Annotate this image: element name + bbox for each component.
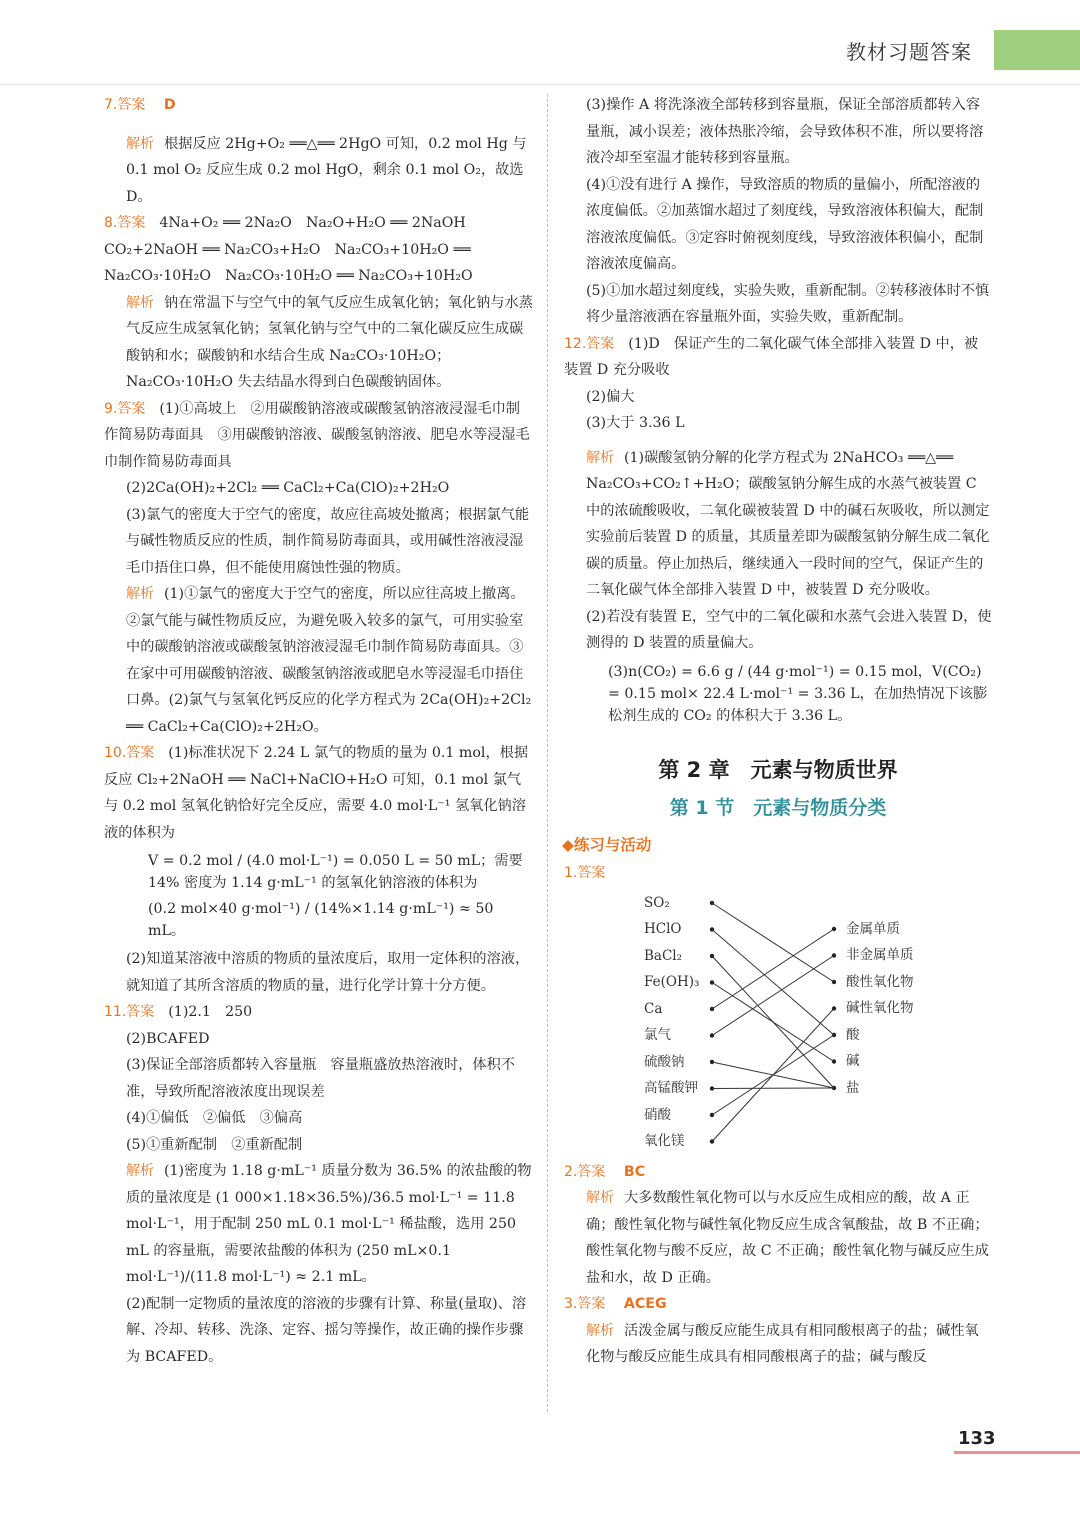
- page-number-underline: [954, 1451, 1080, 1454]
- q10-part2: (2)知道某溶液中溶质的物质的量浓度后，取用一定体积的溶液，就知道了其所含溶质的物质的量，进行化学计算十分方便。: [126, 951, 530, 994]
- q11-part2: (2)BCAFED: [126, 1030, 210, 1047]
- column-divider: [547, 94, 548, 1412]
- practice-q3-answer: 3.答案 ACEG: [564, 1296, 667, 1312]
- q11-explanation-4: (4)①没有进行 A 操作，导致溶质的物质的量偏小，所配溶液的浓度偏低。②加蒸馏水超过了刻度线，导致溶液体积偏大，配制溶液浓度偏低。③定容时俯视刻度线，导致溶液体积偏小，配制溶液浓度偏高。: [586, 176, 984, 272]
- q10-formula-2: (0.2 mol×40 g·mol⁻¹) / (14%×1.14 g·mL⁻¹) ≈ 50 mL。: [148, 901, 494, 939]
- chapter-title: 第 2 章 元素与物质世界: [658, 757, 898, 782]
- match-line: [712, 929, 834, 1035]
- match-right-item: 盐: [846, 1079, 860, 1096]
- q7-answer: 7.答案 D: [104, 97, 176, 113]
- match-right-item: 金属单质: [846, 920, 900, 937]
- match-right-item: 非金属单质: [846, 947, 914, 963]
- q12-answer: 12.答案 (1)D 保证产生的二氧化碳气体全部排入装置 D 中，被装置 D 充分吸收: [564, 335, 979, 378]
- practice-q3-explanation: 解析 活泼金属与酸反应能生成具有相同酸根离子的盐；碱性氧化物与酸反应能生成具有相同酸根离子的盐；碱与酸反: [586, 1322, 979, 1365]
- q11-explanation-3: (3)操作 A 将洗涤液全部转移到容量瓶，保证全部溶质都转入容量瓶，减小误差；液体热胀冷缩，会导致体积不准，所以要将溶液冷却至室温才能转移到容量瓶。: [586, 97, 984, 166]
- practice-q2-answer: 2.答案 BC: [564, 1163, 646, 1180]
- q7-explanation: 解析 根据反应 2Hg+O₂ ══△══ 2HgO 可知，0.2 mol Hg 与 0.1 mol O₂ 反应生成 0.2 mol HgO，剩余 0.1 mol O₂，故选 D。: [126, 135, 527, 205]
- header-title: 教材习题答案: [846, 40, 972, 64]
- page-number: 133: [958, 1428, 996, 1449]
- header-tab-marker: [994, 30, 1080, 70]
- q11-part3: (3)保证全部溶质都转入容量瓶 容量瓶盛放热溶液时，体积不准，导致所配溶液浓度出现误差: [126, 1057, 515, 1100]
- section-title: 第 1 节 元素与物质分类: [669, 797, 887, 819]
- match-line: [712, 1088, 834, 1089]
- match-left-item: 氯气: [644, 1027, 671, 1043]
- match-left-item: HClO: [644, 921, 682, 937]
- q8-answer: 8.答案 4Na+O₂ ══ 2Na₂O Na₂O+H₂O ══ 2NaOH CO₂+2NaOH ══ Na₂CO₃+H₂O Na₂CO₃+10H₂O ══ Na₂CO₃·10H₂O Na₂CO₃·10H₂O ══ Na₂CO₃+10H₂O: [104, 215, 480, 284]
- q10-answer: 10.答案 (1)标准状况下 2.24 L 氯气的物质的量为 0.1 mol，根据反应 Cl₂+2NaOH ══ NaCl+NaClO+H₂O 可知，0.1 mol 氯气与 0.2 mol 氢氧化钠恰好完全反应，需要 4.0 mol·L⁻¹ 氢氧化钠溶液的体积为: [104, 745, 529, 841]
- match-left-item: SO₂: [644, 894, 670, 911]
- match-line: [712, 982, 834, 1061]
- q11-part5: (5)①重新配制 ②重新配制: [126, 1136, 303, 1153]
- q11-explanation: 解析 (1)密度为 1.18 g·mL⁻¹ 质量分数为 36.5% 的浓盐酸的物质的量浓度是 (1 000×1.18×36.5%)/36.5 mol·L⁻¹ = 11.8 mol·L⁻¹，用于配制 250 mL 0.1 mol·L⁻¹ 稀盐酸，选用 250 mL 的容量瓶，需要浓盐酸的体积为 (250 mL×0.1 mol·L⁻¹)/(11.8 mol·L⁻¹) ≈ 2.1 mL。: [126, 1163, 532, 1285]
- match-line: [712, 903, 834, 982]
- q8-explanation: 解析 钠在常温下与空气中的氧气反应生成氧化钠；氧化钠与水蒸气反应生成氢氧化钠；氢氧化钠与空气中的二氧化碳反应生成碳酸钠和水；碳酸钠和水结合生成 Na₂CO₃·10H₂O；Na₂CO₃·10H₂O 失去结晶水得到白色碳酸钠固体。: [126, 294, 533, 390]
- right-column: [564, 92, 992, 1371]
- q12-explanation: 解析 (1)碳酸氢钠分解的化学方程式为 2NaHCO₃ ══△══ Na₂CO₃+CO₂↑+H₂O；碳酸氢钠分解生成的水蒸气被装置 C 中的浓硫酸吸收，二氧化碳被装置 D 中的碱石灰吸收，所以测定实验前后装置 D 的质量，其质量差即为碳酸氢钠分解生成二氧化碳的质量。停止加热后，继续通入一段时间的空气，保证产生的二氧化碳气体全部排入装置 D 中，被装置 D 充分吸收。: [586, 449, 990, 598]
- match-right-item: 碱: [846, 1053, 860, 1069]
- match-line: [712, 955, 834, 1035]
- q12-part2: (2)偏大: [586, 388, 635, 405]
- match-right-item: 酸: [846, 1026, 860, 1043]
- match-line: [712, 929, 834, 1009]
- match-left-item: Fe(OH)₃: [644, 974, 700, 990]
- q11-answer: 11.答案 (1)2.1 250: [104, 1004, 253, 1020]
- q11-explanation-2: (2)配制一定物质的量浓度的溶液的步骤有计算、称量(量取)、溶解、冷却、转移、洗涤、定容、摇匀等操作，故正确的操作步骤为 BCAFED。: [126, 1295, 527, 1365]
- match-left-item: 氧化镁: [644, 1133, 685, 1149]
- match-left-item: Ca: [644, 1000, 663, 1017]
- match-left-item: 硫酸钠: [644, 1053, 685, 1070]
- q12-part3: (3)大于 3.36 L: [586, 415, 685, 431]
- q9-part3: (3)氯气的密度大于空气的密度，故应往高坡处撤离；根据氯气能与碱性物质反应的性质，制作简易防毒面具，或用碱性溶液浸湿毛巾捂住口鼻，但不能使用腐蚀性强的物质。: [126, 506, 530, 576]
- q12-explanation-2: (2)若没有装置 E，空气中的二氧化碳和水蒸气会进入装置 D，使测得的 D 装置的质量偏大。: [586, 608, 992, 651]
- q9-answer: 9.答案 (1)①高坡上 ②用碳酸钠溶液或碳酸氢钠溶液浸湿毛巾制作简易防毒面具 ③用碳酸钠溶液、碳酸氢钠溶液、肥皂水等浸湿毛巾制作简易防毒面具: [104, 400, 530, 470]
- match-line: [712, 1008, 834, 1141]
- page-header: [0, 0, 1080, 85]
- practice-q1-answer: 1.答案: [564, 865, 606, 881]
- q2-answer-value: BC: [623, 1163, 646, 1180]
- q10-formula-1: V = 0.2 mol / (4.0 mol·L⁻¹) = 0.050 L = 50 mL；需要 14% 密度为 1.14 g·mL⁻¹ 的氢氧化钠溶液的体积为: [148, 853, 523, 891]
- q9-part2: (2)2Ca(OH)₂+2Cl₂ ══ CaCl₂+Ca(ClO)₂+2H₂O: [126, 480, 450, 496]
- q9-explanation: 解析 (1)①氯气的密度大于空气的密度，所以应往高坡上撤离。②氯气能与碱性物质反应，为避免吸入较多的氯气，可用实验室中的碳酸钠溶液或碳酸氢钠溶液浸湿毛巾制作简易防毒面具。③在家中可用碳酸钠溶液、碳酸氢钠溶液或肥皂水等浸湿毛巾捂住口鼻。(2)氯气与氢氧化钙反应的化学方程式为 2Ca(OH)₂+2Cl₂ ══ CaCl₂+Ca(ClO)₂+2H₂O。: [126, 586, 532, 735]
- match-left-item: BaCl₂: [644, 947, 683, 964]
- q7-answer-value: D: [163, 97, 176, 113]
- q12-explanation-3: (3)n(CO₂) = 6.6 g / (44 g·mol⁻¹) = 0.15 mol，V(CO₂) = 0.15 mol× 22.4 L·mol⁻¹ = 3.36 L，在加热情况下该膨松剂生成的 CO₂ 的体积大于 3.36 L。: [608, 663, 988, 724]
- match-right-item: 碱性氧化物: [846, 1000, 914, 1016]
- matching-diagram: [564, 893, 992, 1155]
- match-left-item: 硝酸: [644, 1106, 671, 1123]
- left-column: [104, 92, 534, 1370]
- match-right-item: 酸性氧化物: [846, 973, 914, 990]
- practice-heading: ◆练习与活动: [562, 835, 652, 854]
- match-left-item: 高锰酸钾: [644, 1080, 698, 1096]
- matching-lines: [564, 893, 992, 1155]
- q11-explanation-5: (5)①加水超过刻度线，实验失败，重新配制。②转移液体时不慎将少量溶液洒在容量瓶外面，实验失败，重新配制。: [586, 282, 990, 325]
- q11-part4: (4)①偏低 ②偏低 ③偏高: [126, 1110, 303, 1126]
- q3-answer-value: ACEG: [623, 1296, 667, 1312]
- practice-q2-explanation: 解析 大多数酸性氧化物可以与水反应生成相应的酸，故 A 正确；酸性氧化物与碱性氧化物反应生成含氧酸盐，故 B 不正确；酸性氧化物与酸不反应，故 C 不正确；酸性氧化物与碱反应生成盐和水，故 D 正确。: [586, 1190, 989, 1286]
